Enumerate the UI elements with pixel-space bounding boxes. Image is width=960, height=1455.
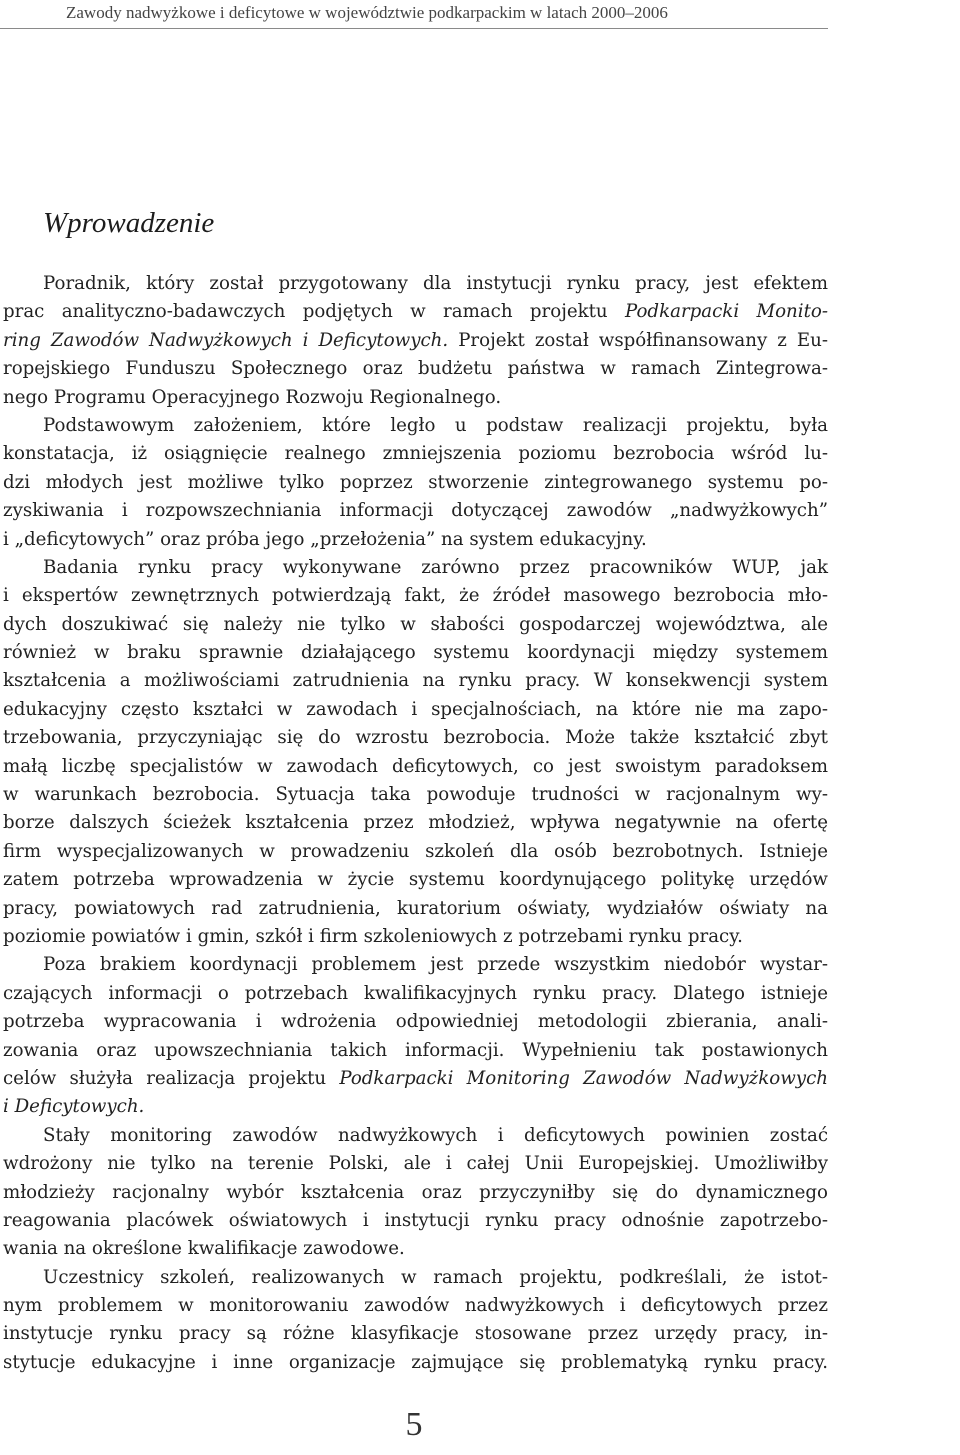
text-line: celów służyła realizacja projektu Podkarpacki Monitoring Zawodów Nadwyżkowych xyxy=(3,1067,828,1089)
body-text xyxy=(3,270,828,1377)
text-line: potrzeba wypracowania i wdrożenia odpowiedniej metodologii zbierania, anali- xyxy=(3,1011,828,1033)
text-line: w warunkach bezrobocia. Sytuacja taka powoduje trudności w racjonalnym wy- xyxy=(3,784,828,806)
paragraph-2 xyxy=(3,412,828,554)
text-line: instytucje rynku pracy są różne klasyfikacje stosowane przez urzędy pracy, in- xyxy=(3,1323,828,1345)
text-line: borze dalszych ścieżek kształcenia przez młodzież, wpływa negatywnie na ofertę xyxy=(3,812,828,834)
text-line: firm wyspecjalizowanych w prowadzeniu szkoleń dla osób bezrobotnych. Istnieje xyxy=(3,840,828,862)
text-line: Stały monitoring zawodów nadwyżkowych i deficytowych powinien zostać xyxy=(43,1124,828,1146)
text-line: małą liczbę specjalistów w zawodach deficytowych, co jest swoistym paradoksem xyxy=(3,755,828,777)
italic-project-name: Podkarpacki Monitoring Zawodów Nadwyżkowych xyxy=(339,1067,828,1089)
text-line: dzi młodych jest możliwe tylko poprzez stworzenie zintegrowanego systemu po- xyxy=(3,471,828,493)
text-line: nym problemem w monitorowaniu zawodów nadwyżkowych i deficytowych przez xyxy=(3,1295,828,1317)
italic-project-name: Podkarpacki Monito- xyxy=(624,301,828,323)
text-line: zowania oraz upowszechniania takich informacji. Wypełnieniu tak postawionych xyxy=(3,1039,828,1061)
paragraph-6 xyxy=(3,1264,828,1378)
text-line: kształcenia a możliwościami zatrudnienia na rynku pracy. W konsekwencji system xyxy=(3,670,828,692)
text-line: nego Programu Operacyjnego Rozwoju Regionalnego. xyxy=(3,386,502,408)
text-line: zyskiwania i rozpowszechniania informacji dotyczącej zawodów „nadwyżkowych” xyxy=(3,500,828,522)
text-line: Poza brakiem koordynacji problemem jest przede wszystkim niedobór wystar- xyxy=(43,954,828,976)
text-line: i „deficytowych” oraz próba jego „przełożenia” na system edukacyjny. xyxy=(3,528,647,550)
running-header-text: Zawody nadwyżkowe i deficytowe w województwie podkarpackim w latach 2000–2006 xyxy=(66,3,668,22)
text-line: czających informacji o potrzebach kwalifikacyjnych rynku pracy. Dlatego istnieje xyxy=(3,982,828,1004)
section-title: Wprowadzenie xyxy=(43,207,215,239)
italic-project-name: ring Zawodów Nadwyżkowych i Deficytowych. xyxy=(3,329,449,351)
paragraph-4 xyxy=(3,951,828,1121)
text-line: Badania rynku pracy wykonywane zarówno przez pracowników WUP, jak xyxy=(43,556,828,578)
paragraph-1 xyxy=(3,270,828,412)
text-line: młodzieży racjonalny wybór kształcenia oraz przyczyniłby się do dynamicznego xyxy=(3,1181,828,1203)
text-line: dych doszukiwać się należy nie tylko w słabości gospodarczej województwa, ale xyxy=(3,613,828,635)
text-line: edukacyjny często kształci w zawodach i specjalnościach, na które nie ma zapo- xyxy=(3,698,828,720)
text-line: stytucje edukacyjne i inne organizacje zajmujące się problematyką rynku pracy. xyxy=(3,1351,828,1373)
text-line: i Deficytowych. xyxy=(3,1096,145,1118)
text-line: trzebowania, przyczyniając się do wzrostu bezrobocia. Może także kształcić zbyt xyxy=(3,727,828,749)
text-line: wania na określone kwalifikacje zawodowe. xyxy=(3,1238,405,1260)
text-line: Poradnik, który został przygotowany dla instytucji rynku pracy, jest efektem xyxy=(43,273,828,294)
text-line: wdrożony nie tylko na terenie Polski, ale i całej Unii Europejskiej. Umożliwiłby xyxy=(3,1153,828,1175)
text-line: również w braku sprawnie działającego systemu koordynacji między systemem xyxy=(3,642,828,664)
text-line: Podstawowym założeniem, które legło u podstaw realizacji projektu, była xyxy=(43,414,828,436)
text-line: reagowania placówek oświatowych i instytucji rynku pracy odnośnie zapotrzebo- xyxy=(3,1209,828,1231)
text-line: i ekspertów zewnętrznych potwierdzają fakt, że źródeł masowego bezrobocia mło- xyxy=(3,585,828,607)
text-line: ropejskiego Funduszu Społecznego oraz budżetu państwa w ramach Zintegrowa- xyxy=(3,358,828,380)
running-header xyxy=(0,0,828,29)
paragraph-3 xyxy=(3,554,828,951)
text-line: konstatacja, iż osiągnięcie realnego zmniejszenia poziomu bezrobocia wśród lu- xyxy=(3,443,828,465)
paragraph-5 xyxy=(3,1122,828,1264)
text-line: Uczestnicy szkoleń, realizowanych w ramach projektu, podkreślali, że istot- xyxy=(43,1266,828,1288)
text-line: poziomie powiatów i gmin, szkół i firm szkoleniowych z potrzebami rynku pracy. xyxy=(3,925,743,947)
text-line: zatem potrzeba wprowadzenia w życie systemu koordynującego politykę urzędów xyxy=(3,869,828,891)
text-line: prac analityczno-badawczych podjętych w ramach projektu Podkarpacki Monito- xyxy=(3,301,828,323)
text-line: ring Zawodów Nadwyżkowych i Deficytowych. Projekt został współfinansowany z Eu- xyxy=(3,329,828,351)
text-line: pracy, powiatowych rad zatrudnienia, kuratorium oświaty, wydziałów oświaty na xyxy=(3,897,828,919)
page-number: 5 xyxy=(405,1406,423,1443)
